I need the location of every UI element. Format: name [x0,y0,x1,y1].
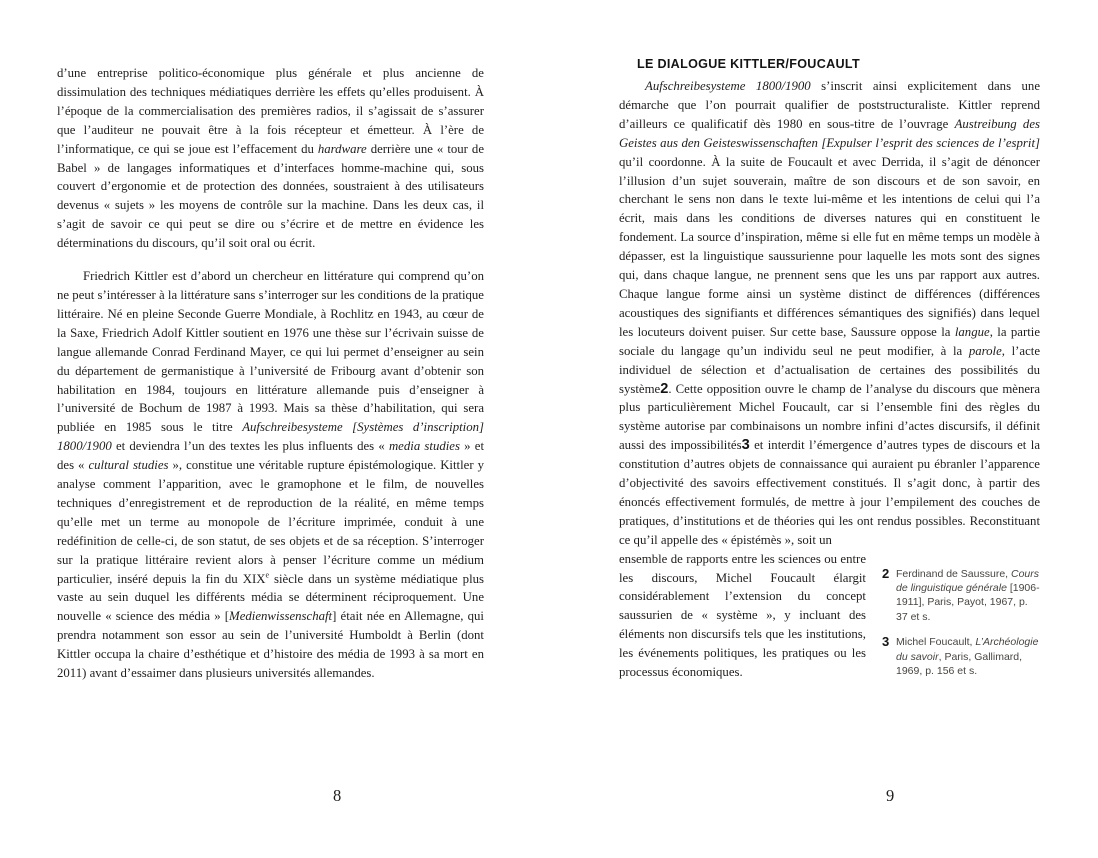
text-segment: et interdit l’émergence d’autres types de discours et la constitution d’autres objets de connaissance qui auraient pu ébranler l’apparence d’objectivité des savoirs effectivement constitués. Il s’agit donc, à partir des énoncés effectivement formulés, de mettre à jour l’empilement des couches de pratiques, d’institutions et de théories qui les ont rendus possibles. Reconstituant ce qu’il appelle des « épistémès », soit un [619,438,1040,547]
paragraph-narrow-continuation [619,550,866,682]
text-segment: Cours de linguistique générale [896,567,1040,595]
text-segment: parole [968,343,1002,358]
text-segment: . Cette opposition ouvre le champ de l’analyse du discours que mènera plus particulièrement Michel Foucault, car si l’ensemble fini des règles du système autorise par combinaisons un nombre infini d’actes discursifs, il définit aussi des impossibilités [619,381,1040,453]
paragraph-continuation-from-previous-page [57,64,484,253]
text-segment: Michel Foucault, [896,636,976,649]
text-segment: Aufschreibesysteme 1800/1900 [645,79,811,93]
text-segment: langue [954,324,990,339]
footnote-reference-marker: 3 [741,437,750,454]
page-number-right: 9 [886,786,895,805]
text-segment: siècle dans un système médiatique plus vaste au sein duquel les différents média se déterminent réciproquement. Une nouvelle « science des média » [ [57,571,485,624]
text-segment: derrière une « tour de Babel » de langages informatiques et d’interfaces homme-machine qui, sous couvert d’ergonomie et de protection des données, soustraient à des utilisateurs devenus « sujets » les moyens de contrôle sur la machine. Dans les deux cas, il s’agit de savoir ce qui peut se dire ou s’écrire et de mettre en évidence les déterminations du discours, qu’il soit oral ou écrit. [57,141,484,251]
text-segment: [1906-1911], Paris, Payot, 1967, p. 37 et s. [896,582,1040,623]
footnotes-block [882,550,1040,679]
text-segment: L’Archéologie du savoir [896,636,1039,663]
text-segment: e [265,570,269,580]
text-segment: ensemble de rapports entre les sciences ou entre les discours, Michel Foucault élargit considérablement l’extension du concept saussurien de « système », y incluant des éléments non discursifs tels que les institutions, les événements politiques, les pratiques ou les processus économiques. [619,551,866,680]
footnote-text [896,635,1040,678]
text-segment: », constitue une véritable rupture épistémologique. Kittler y analyse comment l’apparition, avec le gramophone et le film, de nouvelles techniques d’enregistrement et de reproduction de la réalité, en même temps qu’elle met un terme au monopole de l’écriture imprimée, conduit à une redéfinition de celle-ci, de son statut, de ses objets et de sa réception. S’interroger sur la pratique littéraire revient alors à penser l’écriture comme un médium particulier, inséré depuis la fin du XIX [57,458,484,586]
footnote-3 [882,635,1040,678]
section-heading: LE DIALOGUE KITTLER/FOUCAULT [637,57,860,71]
text-segment: et deviendra l’un des textes les plus influents des « [111,439,389,454]
left-page [57,0,484,683]
text-segment: hardware [317,141,367,156]
right-page [619,0,1040,682]
paragraph-kittler-biography [57,267,484,683]
text-segment: Ferdinand de Saussure, [896,567,1011,580]
text-segment: cultural studies [88,458,169,473]
footnote-reference-marker: 2 [660,380,669,397]
text-segment: , l’acte individuel de sélection et d’actualisation de certaines des possibilités du système [619,343,1040,396]
text-segment: Friedrich Kittler est d’abord un chercheur en littérature qui comprend qu’on ne peut s’intéresser à la littérature sans s’interroger sur les conditions de la pratique littéraire. Né en pleine Seconde Guerre Mondiale, à Rochlitz en 1943, au cœur de la Saxe, Friedrich Adolf Kittler soutient en 1976 une thèse sur l’écrivain suisse de langue allemande Conrad Ferdinand Mayer, ce qui lui permet d’enseigner au sein du département de germanistique à l’université de Fribourg avant d’obtenir son habilitation en 1984, toujours en littérature allemande puis d’enseigner à l’université de Bochum de 1987 à 1993. Mais sa thèse d’habilitation, qui sera publiée en 1985 sous le titre [57,269,484,435]
text-and-footnotes-row [619,550,1040,682]
text-segment: » et des « [57,439,484,473]
footnote-number: 3 [882,634,890,650]
text-segment: Aufschreibesysteme [Systèmes d’inscription] 1800/1900 [57,420,484,454]
text-segment: Medienwissenschaft [229,609,333,624]
text-segment: ] était née en Allemagne, qui prendra notamment son essor au sein de l’université Humboldt à Berlin (dont Kittler occupa la chaire d’esthétique et d’histoire des média de 1993 à sa mort en 2011) avant d’essaimer dans plusieurs universités allemandes. [57,609,484,681]
text-segment: d’une entreprise politico-économique plus générale et plus ancienne de dissimulation des techniques médiatiques derrière les effets qu’elles produisent. À l’époque de la commercialisation des premières radios, il s’agissait de s’assurer que l’auditeur ne pouvait être à la fois récepteur et émetteur. À l’ère de l’informatique, ce qui se joue est l’effacement du [57,66,484,156]
text-segment: s’inscrit ainsi explicitement dans une démarche que l’on pourrait qualifier de poststructuraliste. Kittler reprend d’ailleurs ce qualificatif dès 1980 en sous-titre de l’ouvrage [619,79,1040,131]
text-segment: , la partie sociale du langage qu’un individu seul ne peut modifier, à la [619,324,1040,358]
footnote-text [896,567,1040,625]
page-number-left: 8 [333,786,342,805]
text-segment: qu’il coordonne. À la suite de Foucault et avec Derrida, il s’agit de dénoncer l’illusion d’un sujet souverain, maître de son discours et de son savoir, en cherchant le sens non dans le texte lui-même et les intentions de celui qui l’a écrit, mais dans les conditions de diverses natures qui en constituent le fondement. La source d’inspiration, même si elle fut en même temps un modèle à dépasser, est la linguistique saussurienne pour laquelle les mots sont des signes qui, dans chaque langue, ne prennent sens que les uns par rapport aux autres. Chaque langue forme ainsi un système distinct de différences (différences acoustiques des signifiants et différences sémantiques des signifiés) dans lequel les locuteurs doivent puiser. Sur cette base, Saussure oppose la [619,154,1040,339]
footnote-2 [882,567,1040,625]
text-segment: media studies [388,439,460,454]
paragraph-kittler-foucault-dialogue [619,77,1040,550]
footnote-number: 2 [882,565,890,581]
text-segment: Austreibung des Geistes aus den Geisteswissenschaften [Expulser l’esprit des sciences de l’esprit] [619,116,1040,150]
text-segment: , Paris, Gallimard, 1969, p. 156 et s. [896,650,1023,678]
